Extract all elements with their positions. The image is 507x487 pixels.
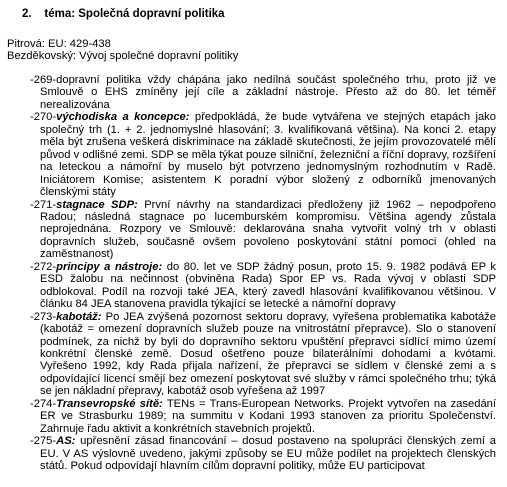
paragraph-lead: východiska a koncepce: (56, 111, 190, 124)
paragraph-prefix: -272- (30, 260, 57, 273)
paragraph (30, 435, 496, 472)
paragraph-prefix: -275- (30, 435, 57, 448)
paragraph-lead: principy a nástroje: (56, 260, 163, 273)
paragraph-text: do 80. let ve SDP žádný posun, proto 15. 9. 1982 podává EP k ESD žalobu na nečinnost (obviněna Rada) Spor EP vs. Rada vývoj v oblasti SDP odblokoval. Podíl na rozvoji také JEA, který zavedl hlasování kvalifikovanou většinou. V článku 84 JEA stanovena pravidla týkající se letecké a námořní dopravy (40, 260, 496, 311)
paragraph-text: TENs = Trans-European Networks. Projekt vytvořen na zasedání ER ve Strasburku 1989; na summitu v Kodani 1993 stanoven za prioritu Společenství. Zahrnuje řadu aktivit a konkrétních stavebních projektů. (40, 397, 496, 435)
section-title: téma: Společná dopravní politika (44, 8, 225, 20)
source-reference-1: Pitrová: EU: 429-438 (7, 38, 111, 50)
paragraph (30, 111, 496, 198)
paragraph-prefix: -270- (30, 111, 57, 124)
section-heading (22, 8, 225, 20)
paragraph (30, 74, 496, 111)
paragraph-text: předpokládá, že bude vytvářena ve stejných etapách jako společný trh (1. + 2. jednomyslné hlasování; 3. kvalifikovaná většina). Na konci 2. etapy měla být zrušena veškerá diskriminace na základě skutečnosti, že jejím provozovatelé mělí původ v odlišné zemi. SDP se měla týkat pouze silniční, železniční a říční dopravy, rozšíření na leteckou a námořní by muselo být potvrzeno jednomyslným rozhodnutím v Radě. Iniciátorem Komise; asistentem K poradní výbor složený z odborníků jmenovaných členskými státy (40, 111, 496, 199)
section-number: 2. (22, 8, 32, 20)
paragraph-text: Po JEA zvýšená pozornost sektoru dopravy, vyřešena problematika kabotáže (kabotáž = omezení dopravních služeb pouze na vnitrostátní přepravce). Slo o stanovení podmínek, za nichž by byli do dopravního sektoru vpuštění přepravci sídlící mimo území konkrétní členské země. Dosud ošetřeno pouze bilaterálními dohodami a kvótami. Vyřešeno 1992, kdy Rada přijala nařízení, že přepravci se sídlem v členské zemi a s odpovídající licencí smějí bez omezení poskytovat své služby v rámci společného trhu; týká se jen nákladní přepravy, kabotáž osob vyřešena až 1997 (40, 310, 496, 398)
paragraph (30, 199, 496, 261)
paragraph-lead: AS: (56, 435, 76, 448)
source-reference-2: Bezděkovský: Vývoj společné dopravní politiky (7, 50, 239, 62)
paragraph-prefix: -271- (30, 198, 57, 211)
paragraph-prefix: -274- (30, 397, 57, 410)
paragraph (30, 311, 496, 398)
paragraph-prefix: -269- (30, 74, 57, 86)
paragraph-lead: Transevropské sítě: (56, 397, 163, 410)
paragraph-text: První návrhy na standardizaci předloženy již 1962 – nepodpořeno Radou; následná stagnace po lucemburském kompromisu. Většina agendy zůstala neprojednána. Rozpory ve Smlouvě: deklarována snaha vytvořit volný trh v oblasti dopravních služeb, současně ovšem povoleno poskytování státní pomoci (ohled na zaměstnanost) (40, 198, 496, 261)
paragraph-prefix: -273- (30, 310, 57, 323)
paragraph (30, 261, 496, 311)
paragraph-lead: kabotáž: (56, 310, 102, 323)
paragraph-text: upřesnění zásad financování – dosud postaveno na spolupráci členských zemí a EU. V AS výslovně uvedeno, jakými způsoby se EU může podílet na projektech členských států. Pokud odpovídají hlavním cílům dopravní politiky, může EU participovat (40, 435, 496, 473)
paragraph-lead: stagnace SDP: (56, 198, 138, 211)
paragraph (30, 398, 496, 435)
notes-body (30, 74, 496, 473)
paragraph-text: dopravní politika vždy chápána jako nedílná součást společného trhu, proto již ve Smlouvě o EHS zmíněny její cíle a základní nástroje. Přesto až do 80. let téměř nerealizována (40, 74, 496, 111)
